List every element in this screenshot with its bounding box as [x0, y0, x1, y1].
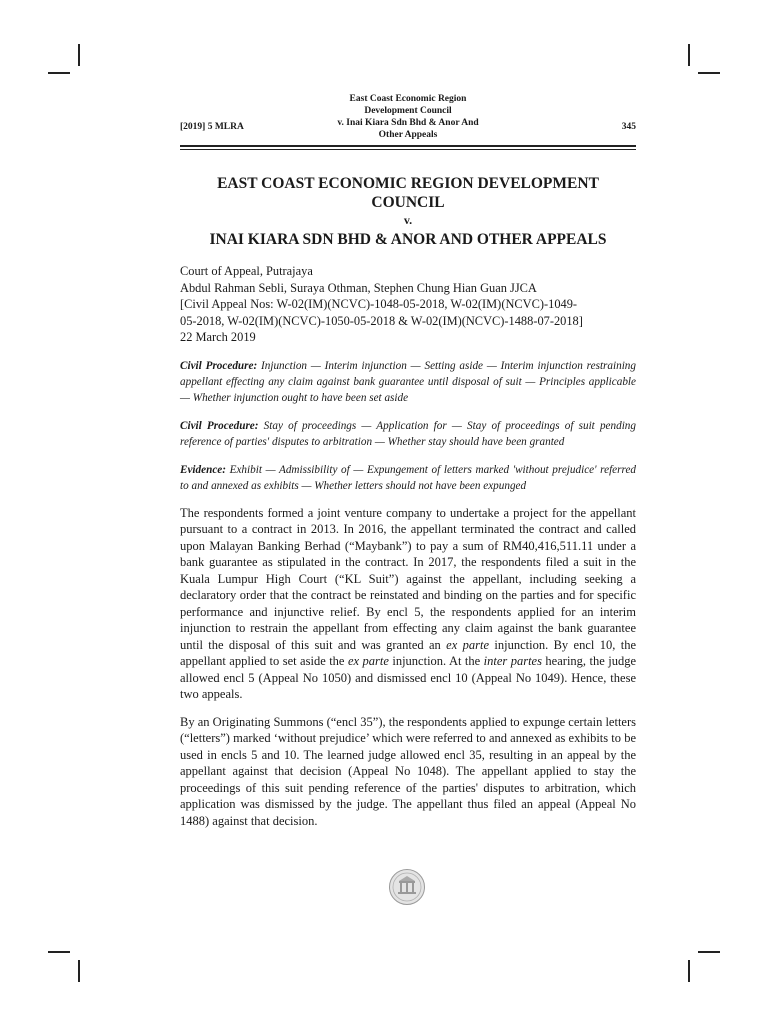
court: Court of Appeal, Putrajaya — [180, 264, 313, 278]
header-rule-thin — [180, 149, 636, 150]
crop-mark — [48, 951, 70, 953]
citation: [2019] 5 MLRA — [180, 122, 244, 132]
catchword-category: Civil Procedure: — [180, 419, 259, 432]
latin-term: ex parte — [347, 654, 389, 668]
case-title-line: COUNCIL — [371, 194, 445, 211]
text-run: hearing, the judge allowed encl 5 (Appeal No 1050) and dismissed encl 10 (Appeal No 1049). Hence, these two appeals. — [180, 654, 637, 701]
running-title — [290, 93, 526, 141]
catchword-text: Exhibit — Admissibility of — Expungement of letters marked 'without prejudice' referred to and annexed as exhibits — Whether letters should not have been expunged — [180, 463, 636, 492]
case-title-line: EAST COAST ECONOMIC REGION DEVELOPMENT — [217, 175, 599, 192]
running-title-line: Development Council — [364, 106, 452, 116]
running-title-line: v. Inai Kiara Sdn Bhd & Anor And — [337, 118, 479, 128]
case-respondent: INAI KIARA SDN BHD & ANOR AND OTHER APPEALS — [209, 231, 607, 248]
crop-mark — [78, 960, 80, 982]
catchword — [180, 462, 636, 494]
running-header — [180, 90, 636, 140]
catchword — [180, 358, 636, 406]
versus: v. — [403, 213, 413, 227]
judges: Abdul Rahman Sebli, Suraya Othman, Stephen Chung Hian Guan JJCA — [180, 280, 537, 295]
court-seal-icon — [388, 868, 426, 906]
text-run: injunction. At the — [388, 654, 484, 668]
latin-term: inter partes — [483, 654, 542, 668]
latin-term: ex parte — [446, 637, 490, 652]
crop-mark — [688, 960, 690, 982]
page-number: 345 — [621, 122, 636, 132]
catchword-category: Civil Procedure: — [180, 359, 258, 372]
catchword-category: Evidence: — [180, 463, 226, 476]
decision-date: 22 March 2019 — [180, 330, 256, 344]
crop-mark — [48, 72, 70, 74]
crop-mark — [78, 44, 80, 66]
headnote-paragraph: By an Originating Summons (“encl 35”), the respondents applied to expunge certain letters (“letters”) marked ‘without prejudice’ which were referred to and annexed as exhibits to be used in encls 5 and 10. The learned judge allowed encl 35, resulting in an appeal by the appellant against that decision (Appeal No 1048). The appellant applied to stay the proceedings of this suit pending reference of the parties' disputes to arbitration, which application was dismissed by the judge. The appellant thus filed an appeal (Appeal No 1488) against that decision. — [180, 714, 636, 828]
headnote-paragraph — [180, 505, 636, 703]
catchword — [180, 418, 636, 450]
case-title — [180, 174, 636, 212]
crop-mark — [698, 951, 720, 953]
catchword-text: Injunction — Interim injunction — Setting aside — Interim injunction restraining appellant effecting any claim against bank guarantee until disposal of suit — Principles applicable — Whether injunction ought to have been set aside — [180, 359, 636, 404]
document-page — [180, 90, 636, 829]
text-run: The respondents formed a joint venture company to undertake a project for the appellant pursuant to a contract in 2013. In 2016, the appellant terminated the contract and called upon Malayan Banking Berhad (“Maybank”) to pay a sum of RM40,416,511.11 under a bank guarantee as stipulated in the contract. In 2017, the respondents filed a suit in the Kuala Lumpur High Court (“KL Suit”) against the appellant, including seeking a declaratory order that the contract be reinstated and binding on the parties and for specific performance and injunctive relief. By encl 5, the respondents applied for an interim injunction to restrain the appellant from effecting any claim against the bank guarantee until the disposal of this suit and was granted an — [180, 505, 636, 652]
header-rule — [180, 145, 636, 147]
running-title-line: East Coast Economic Region — [349, 94, 467, 104]
crop-mark — [698, 72, 720, 74]
appeal-numbers: 05-2018, W-02(IM)(NCVC)-1050-05-2018 & W-02(IM)(NCVC)-1488-07-2018] — [180, 313, 583, 328]
catchword-text: Stay of proceedings — Application for — Stay of proceedings of suit pending reference of parties' disputes to arbitration — Whether stay should have been granted — [180, 419, 636, 448]
crop-mark — [688, 44, 690, 66]
text-run: injunction. By encl 10, the appellant applied to set aside the — [180, 637, 636, 668]
appeal-numbers: [Civil Appeal Nos: W-02(IM)(NCVC)-1048-05-2018, W-02(IM)(NCVC)-1049- — [180, 297, 578, 311]
case-meta — [180, 263, 636, 346]
running-title-line: Other Appeals — [378, 130, 438, 140]
